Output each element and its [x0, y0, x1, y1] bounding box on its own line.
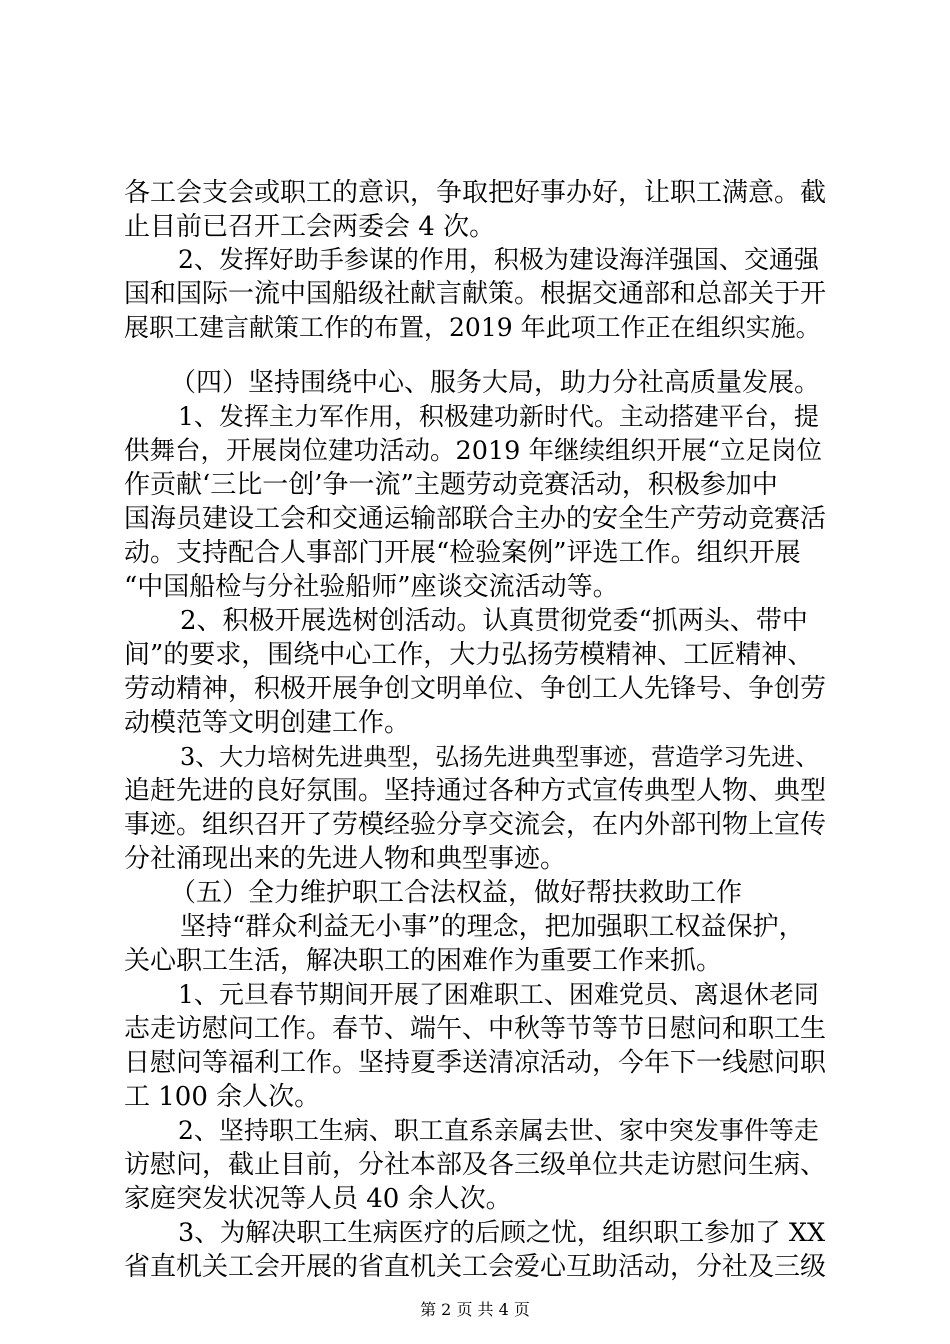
section-heading: （五）全力维护职工合法权益，做好帮扶救助工作	[170, 878, 743, 908]
body-text-line: 日慰问等福利工作。坚持夏季送清凉活动，今年下一线慰问职	[124, 1048, 827, 1078]
body-text-line: 止目前已召开工会两委会 4 次。	[124, 212, 496, 242]
body-text-line: 1、发挥主力军作用，积极建功新时代。主动搭建平台，提	[178, 402, 819, 431]
section-heading: （四）坚持围绕中心、服务大局，助力分社高质量发展。	[170, 368, 821, 398]
body-text-line: 2、坚持职工生病、职工直系亲属去世、家中突发事件等走	[178, 1116, 819, 1145]
body-text-line: 3、为解决职工生病医疗的后顾之忧，组织职工参加了 XX	[178, 1218, 826, 1248]
body-text-line: 访慰问，截止目前，分社本部及各三级单位共走访慰问生病、	[124, 1150, 827, 1180]
body-text-line: 关心职工生活，解决职工的困难作为重要工作来抓。	[124, 946, 723, 976]
body-text-line: 3、大力培树先进典型，弘扬先进典型事迹，营造学习先进、	[180, 743, 820, 771]
body-text-line: 间”的要求，围绕中心工作，大力弘扬劳模精神、工匠精神、	[124, 640, 814, 670]
page-number-footer: 第 2 页 共 4 页	[420, 1300, 530, 1319]
body-text-line: 动。支持配合人事部门开展“检验案例”评选工作。组织开展	[124, 538, 801, 568]
body-text-line: 事迹。组织召开了劳模经验分享交流会，在内外部刊物上宣传	[124, 810, 827, 840]
body-text-line: 分社涌现出来的先进人物和典型事迹。	[124, 844, 567, 874]
body-text-line: 志走访慰问工作。春节、端午、中秋等节等节日慰问和职工生	[124, 1014, 827, 1044]
body-text-line: 展职工建言献策工作的布置，2019 年此项工作正在组织实施。	[124, 313, 821, 342]
body-text-line: 各工会支会或职工的意识，争取把好事办好，让职工满意。截	[124, 178, 827, 208]
body-text-line: 2、发挥好助手参谋的作用，积极为建设海洋强国、交通强	[178, 245, 819, 274]
body-text-line: 坚持“群众利益无小事”的理念，把加强职工权益保护，	[180, 912, 805, 942]
body-text-line: 供舞台，开展岗位建功活动。2019 年继续组织开展“立足岗位	[124, 436, 823, 466]
body-text-line: 动模范等文明创建工作。	[124, 708, 411, 738]
body-text-line: 作贡献‘三比一创’争一流”主题劳动竞赛活动，积极参加中	[124, 470, 778, 500]
body-text-line: “中国船检与分社验船师”座谈交流活动等。	[124, 572, 619, 602]
body-text-line: 工 100 余人次。	[124, 1082, 321, 1112]
body-text-line: 1、元旦春节期间开展了困难职工、困难党员、离退休老同	[178, 980, 819, 1009]
body-text-line: 家庭突发状况等人员 40 余人次。	[124, 1184, 512, 1214]
body-text-line: 劳动精神，积极开展争创文明单位、争创工人先锋号、争创劳	[124, 674, 827, 704]
body-text-line: 2、积极开展选树创活动。认真贯彻党委“抓两头、带中	[180, 606, 808, 636]
body-text-line: 国和国际一流中国船级社献言献策。根据交通部和总部关于开	[124, 279, 827, 309]
body-text-line: 国海员建设工会和交通运输部联合主办的安全生产劳动竞赛活	[124, 504, 827, 534]
body-text-line: 省直机关工会开展的省直机关工会爱心互助活动，分社及三级	[124, 1252, 827, 1282]
body-text-line: 追赶先进的良好氛围。坚持通过各种方式宣传典型人物、典型	[124, 776, 827, 806]
